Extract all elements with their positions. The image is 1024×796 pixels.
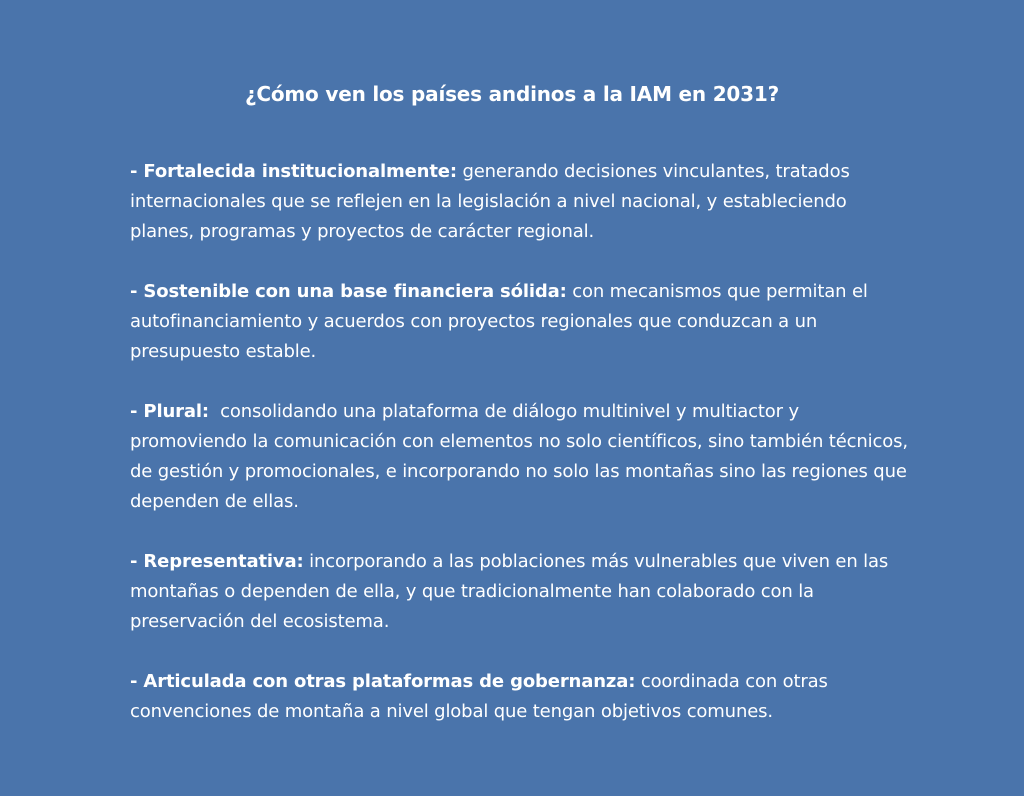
item-text: incorporando a las poblaciones más vulnerables que viven en las montañas o dependen de ella, y que tradicionalmente han colaborado con la preservación del ecosistema. — [130, 551, 894, 632]
item-text: coordinada con otras convenciones de montaña a nivel global que tengan objetivos comunes. — [130, 671, 834, 722]
item-text: con mecanismos que permitan el autofinanciamiento y acuerdos con proyectos regionales que conduzcan a un presupuesto estable. — [130, 281, 874, 362]
item-lead: - Fortalecida institucionalmente: — [130, 161, 457, 182]
item-lead: - Plural: — [130, 401, 209, 422]
item-lead: - Representativa: — [130, 551, 304, 572]
item-text: consolidando una plataforma de diálogo multinivel y multiactor y promoviendo la comunicación con elementos no solo científicos, sino también técnicos, de gestión y promocionales, e incorporando no solo las montañas sino las regiones que dependen de ellas. — [130, 401, 914, 512]
content-list — [130, 157, 914, 757]
item-text: generando decisiones vinculantes, tratados internacionales que se reflejen en la legislación a nivel nacional, y estableciendo planes, programas y proyectos de carácter regional. — [130, 161, 856, 242]
item-lead: - Articulada con otras plataformas de gobernanza: — [130, 671, 636, 692]
list-item — [130, 397, 914, 517]
item-lead: - Sostenible con una base financiera sólida: — [130, 281, 567, 302]
page-title: ¿Cómo ven los países andinos a la IAM en 2031? — [245, 82, 779, 106]
list-item — [130, 277, 910, 367]
list-item — [130, 667, 910, 727]
list-item — [130, 157, 910, 247]
list-item — [130, 547, 910, 637]
